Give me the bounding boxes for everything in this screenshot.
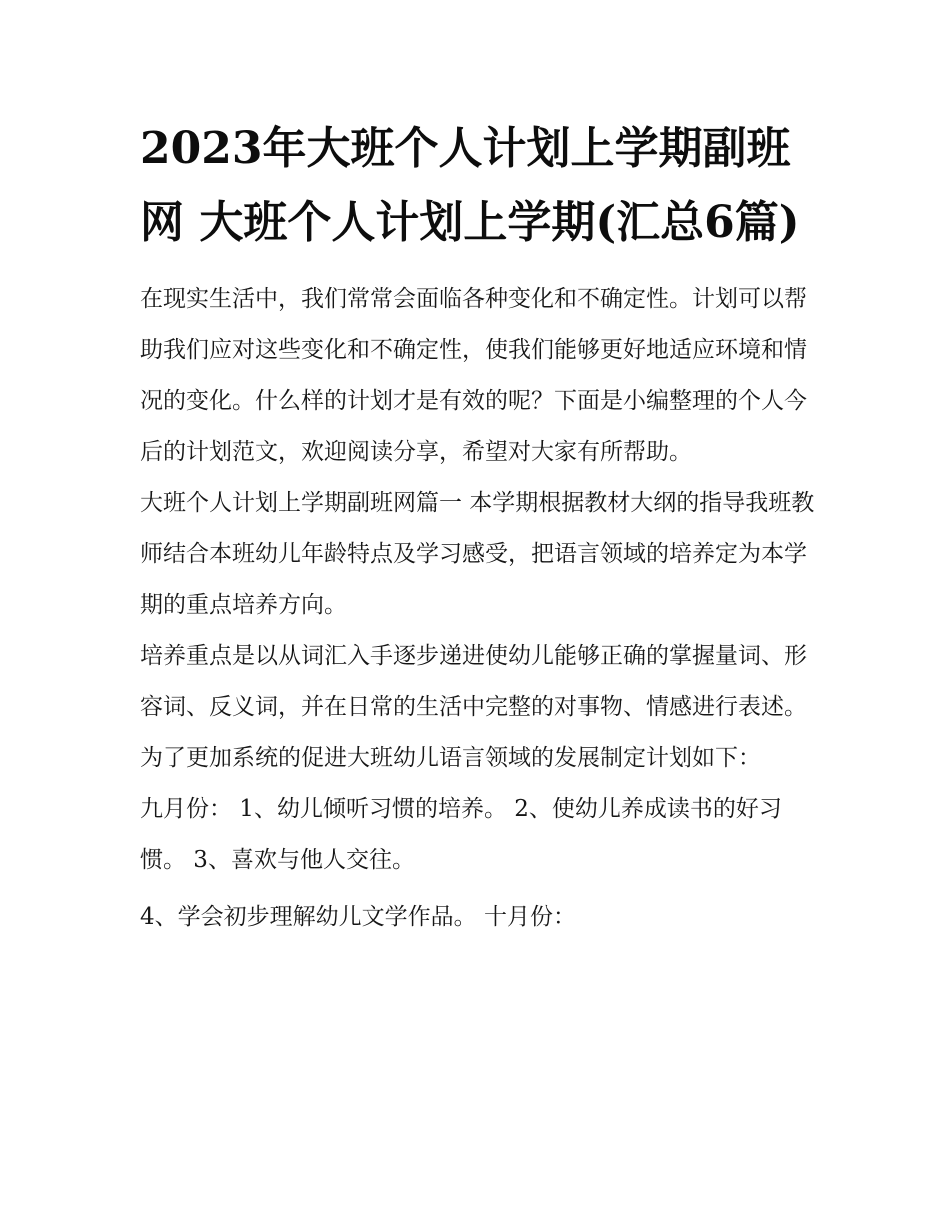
document-page bbox=[140, 0, 815, 943]
paragraph-intro: 在现实生活中，我们常常会面临各种变化和不确定性。计划可以帮助我们应对这些变化和不确定性，使我们能够更好地适应环境和情况的变化。什么样的计划才是有效的呢？下面是小编整理的个人今后的计划范文，欢迎阅读分享，希望对大家有所帮助。 bbox=[140, 286, 807, 465]
document-title: 2023年大班个人计划上学期副班网 大班个人计划上学期(汇总6篇) bbox=[140, 123, 800, 248]
paragraph-plan-overview: 大班个人计划上学期副班网篇一 本学期根据教材大纲的指导我班教师结合本班幼儿年龄特点及学习感受，把语言领域的培养定为本学期的重点培养方向。 bbox=[140, 490, 815, 618]
paragraph-training-focus: 培养重点是以从词汇入手逐步递进使幼儿能够正确的掌握量词、形容词、反义词，并在日常的生活中完整的对事物、情感进行表述。 bbox=[140, 643, 807, 720]
document-body bbox=[140, 274, 815, 943]
paragraph-october: 4、学会初步理解幼儿文学作品。 十月份： bbox=[140, 904, 576, 930]
paragraph-plan-intro: 为了更加系统的促进大班幼儿语言领域的发展制定计划如下： bbox=[140, 745, 761, 771]
paragraph-september: 九月份： 1、幼儿倾听习惯的培养。 2、使幼儿养成读书的好习惯。 3、喜欢与他人交往。 bbox=[140, 796, 782, 873]
